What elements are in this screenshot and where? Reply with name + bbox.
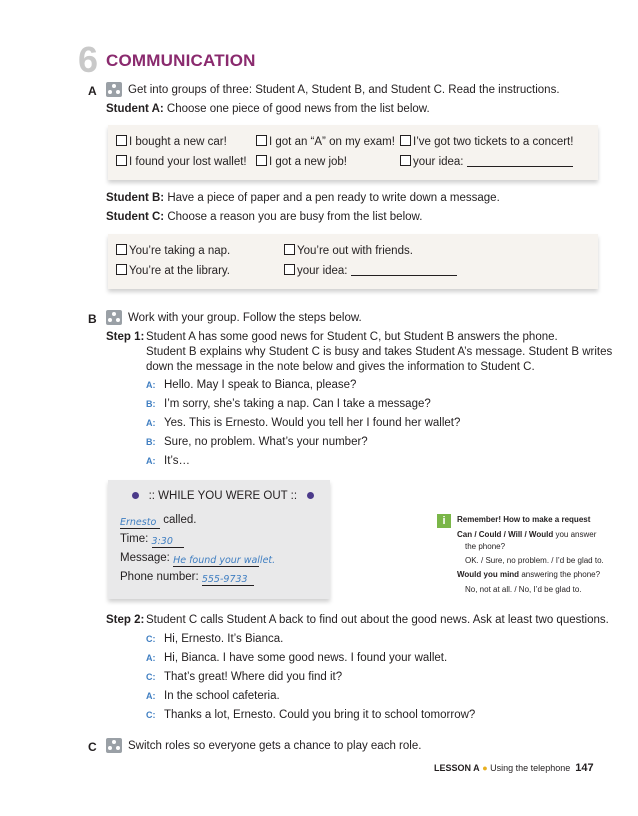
lesson-label: LESSON A	[434, 763, 480, 773]
dialog-line: A: Hi, Bianca. I have some good news. I found your wallet.	[146, 652, 448, 664]
checkbox[interactable]	[284, 264, 295, 275]
section-c-instruction: Switch roles so everyone gets a chance to play each role.	[128, 740, 422, 752]
remember-line: Would you mind answering the phone?	[457, 570, 601, 579]
your-idea-blank[interactable]	[351, 275, 457, 276]
group-work-icon	[106, 738, 122, 753]
note-phone: 555-9733	[202, 574, 254, 586]
checkbox[interactable]	[116, 244, 127, 255]
note-message-row: Message: He found your wallet.	[120, 552, 276, 566]
unit-number: 6	[78, 39, 99, 80]
step-2-label: Step 2:	[106, 614, 145, 626]
student-b-line: Student B: Have a piece of paper and a pen ready to write down a message.	[106, 192, 500, 204]
news-option[interactable]: I got an “A” on my exam!	[256, 135, 395, 148]
news-option[interactable]: I got a new job!	[256, 155, 347, 168]
your-idea-blank[interactable]	[467, 166, 573, 167]
checkbox[interactable]	[400, 155, 411, 166]
student-c-line: Student C: Choose a reason you are busy from the list below.	[106, 211, 423, 223]
section-b-instruction: Work with your group. Follow the steps below.	[128, 312, 362, 324]
note-caller-row: Ernesto called.	[120, 514, 197, 528]
remember-line: Can / Could / Will / Would you answer	[457, 530, 597, 539]
bullet-icon	[307, 492, 314, 499]
step-1-label: Step 1:	[106, 331, 145, 343]
student-a-text: Choose one piece of good news from the list below.	[166, 103, 430, 115]
news-option[interactable]: I’ve got two tickets to a concert!	[400, 135, 573, 148]
note-header	[132, 490, 314, 502]
dialog-line: B: I’m sorry, she’s taking a nap. Can I take a message?	[146, 398, 431, 410]
dialog-line: C: Thanks a lot, Ernesto. Could you bring it to school tomorrow?	[146, 709, 476, 721]
note-message: He found your wallet.	[173, 555, 276, 566]
checkbox[interactable]	[400, 135, 411, 146]
news-option-your-idea[interactable]: your idea:	[400, 155, 573, 168]
bullet-icon: ●	[482, 763, 488, 773]
student-a-line	[106, 103, 430, 115]
lesson-topic: Using the telephone	[490, 763, 571, 773]
dialog-line: C: That’s great! Where did you find it?	[146, 671, 343, 683]
remember-title: Remember! How to make a request	[457, 515, 591, 524]
reason-option-your-idea[interactable]: your idea:	[284, 264, 457, 277]
section-b-letter: B	[88, 312, 97, 326]
dialog-line: A: Yes. This is Ernesto. Would you tell her I found her wallet?	[146, 417, 461, 429]
note-phone-row: Phone number: 555-9733	[120, 571, 254, 586]
checkbox[interactable]	[256, 155, 267, 166]
remember-line: OK. / Sure, no problem. / I’d be glad to.	[465, 556, 604, 565]
dialog-line: B: Sure, no problem. What’s your number?	[146, 436, 368, 448]
section-c-letter: C	[88, 740, 97, 754]
student-a-label: Student A:	[106, 103, 164, 115]
bullet-icon	[132, 492, 139, 499]
page-title: COMMUNICATION	[106, 51, 256, 70]
remember-line: the phone?	[465, 542, 506, 551]
step-1-line: Student A has some good news for Student C, but Student B answers the phone.	[146, 331, 558, 343]
checkbox[interactable]	[116, 264, 127, 275]
group-work-icon	[106, 82, 122, 97]
checkbox[interactable]	[116, 155, 127, 166]
note-time-row: Time: 3:30	[120, 533, 184, 548]
reason-option[interactable]: You’re out with friends.	[284, 244, 413, 257]
section-a-instruction: Get into groups of three: Student A, Student B, and Student C. Read the instructions.	[128, 84, 560, 96]
dialog-line: C: Hi, Ernesto. It’s Bianca.	[146, 633, 284, 645]
note-title: :: WHILE YOU WERE OUT ::	[148, 490, 298, 502]
checkbox[interactable]	[256, 135, 267, 146]
caller-name: Ernesto	[120, 517, 160, 529]
remember-line: No, not at all. / No, I’d be glad to.	[465, 585, 582, 594]
step-1-line: down the message in the note below and gives the information to Student C.	[146, 361, 535, 373]
news-option[interactable]: I found your lost wallet!	[116, 155, 247, 168]
note-time: 3:30	[152, 536, 184, 548]
reason-option[interactable]: You’re taking a nap.	[116, 244, 230, 257]
section-a-letter: A	[88, 84, 97, 98]
reason-option[interactable]: You’re at the library.	[116, 264, 230, 277]
step-2-text: Student C calls Student A back to find out about the good news. Ask at least two questions.	[146, 614, 609, 626]
page-footer	[434, 762, 594, 774]
checkbox[interactable]	[116, 135, 127, 146]
dialog-line: A: In the school cafeteria.	[146, 690, 280, 702]
group-work-icon	[106, 310, 122, 325]
checkbox[interactable]	[284, 244, 295, 255]
dialog-line: A: Hello. May I speak to Bianca, please?	[146, 379, 357, 391]
dialog-line: A: It’s…	[146, 455, 190, 467]
info-icon: i	[437, 514, 451, 528]
busy-reason-box	[108, 234, 598, 289]
page-number: 147	[575, 762, 594, 774]
news-option[interactable]: I bought a new car!	[116, 135, 227, 148]
step-1-line: Student B explains why Student C is busy and takes Student A’s message. Student B writes	[146, 346, 613, 358]
good-news-box	[108, 125, 598, 180]
